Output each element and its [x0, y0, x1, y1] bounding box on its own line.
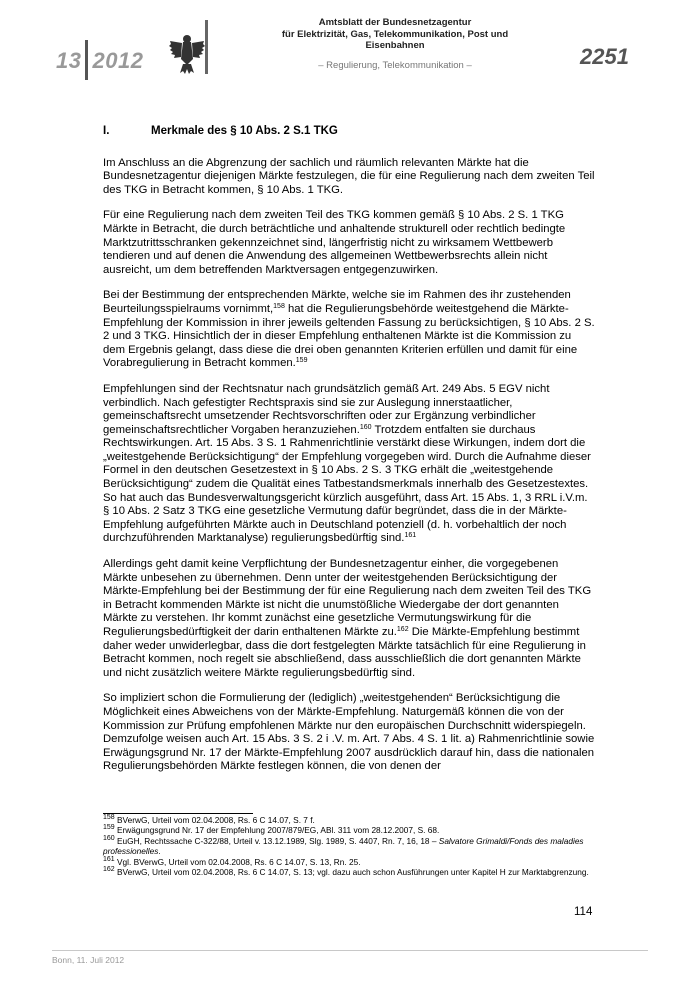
footnote [103, 815, 595, 825]
text-segment: Trotzdem entfalten sie durchaus Rechtswirkungen. Art. 15 Abs. 3 S. 1 Rahmenrichtlinie verstärkt diese Wirkungen, indem dort die „weitestgehende Berücksichtigung“ der Empfehlung vorgegeben wird. Durch die Aufnahme dieser Formel in den deutschen Gesetzestext in § 10 Abs. 2 S. 3 TKG erhält die „weitestgehende Berücksichtigung“ zudem die Qualität eines Tatbestandsmerkmals innerhalb des Gesetzestextes. So hat auch das Bundesverwaltungsgericht kürzlich ausgeführt, dass Art. 15 Abs. 1, 3 RRL i.V.m. § 10 Abs. 2 Satz 3 TKG eine gesetzliche Vermutung dafür begründet, dass die in der Märkte-Empfehlung aufgeführten Märkte auch in Deutschland potenziell (d. h. vorbehaltlich der noch durchzuführenden Marktanalyse) regulierungsbedürftig sind. [103, 423, 591, 545]
text-segment: . [158, 846, 161, 857]
issue-year: 2012 [92, 48, 144, 73]
body-paragraph [103, 209, 595, 277]
footnote-ref: 158 [273, 302, 285, 310]
footnote-ref: 161 [404, 532, 417, 540]
federal-eagle-icon [168, 31, 206, 75]
section-number: I. [103, 125, 110, 137]
text-segment: So impliziert schon die Formulierung der (lediglich) „weitestgehenden“ Berücksichtigung die Möglichkeit eines Abweichens von der Märkte-Empfehlung. Naturgemäß können die von der Kommission zur Prüfung empfohlenen Märkte nur den europäischen Durchschnitt widerspiegeln. Demzufolge weisen auch Art. 15 Abs. 3 S. 2 i .V. m. Art. 7 Abs. 4 S. 1 lit. a) Rahmenrichtlinie sowie Erwägungsgrund Nr. 17 der Märkte-Empfehlung 2007 ausdrücklich darauf hin, dass die nationalen Regulierungsbehörden Märkte festlegen können, die von denen der [103, 692, 595, 773]
body-paragraph [103, 383, 595, 546]
footnote-number: 159 [103, 824, 115, 832]
text-segment: hat die Regulierungsbehörde weitestgehend die Märkte-Empfehlung der Kommission in ihrer jeweils geltenden Fassung zu berücksichtigen, § 10 Abs. 2 S. 2 und 3 TKG. Hinsichtlich der in dieser Empfehlung enthaltenen Märkte ist die Kommission zu dem Ergebnis gelangt, dass diese die drei oben genannten Kriterien erfüllen und damit für eine Vorabregulierung in Betracht kommen. [103, 302, 595, 370]
footnote-divider [103, 813, 253, 814]
footnote [103, 825, 595, 835]
text-segment: EuGH, Rechtssache C-322/88, Urteil v. 13.12.1989, Slg. 1989, S. 4407, Rn. 7, 16, 18 – [117, 835, 439, 846]
document-body [103, 125, 595, 786]
section-heading [103, 125, 595, 139]
italic-text: Salvatore Grimaldi/Fonds des maladies professionelles [103, 835, 584, 857]
text-segment: BVerwG, Urteil vom 02.04.2008, Rs. 6 C 14.07, S. 7 f. [117, 815, 315, 825]
footnote-number: 161 [103, 855, 115, 863]
body-paragraph [103, 692, 595, 774]
text-segment: BVerwG, Urteil vom 02.04.2008, Rs. 6 C 14.07, S. 13; vgl. dazu auch schon Ausführungen unter Kapitel H zur Marktabgrenzung. [117, 867, 589, 878]
text-segment: Erwägungsgrund Nr. 17 der Empfehlung 2007/879/EG, ABl. 311 vom 28.12.2007, S. 68. [117, 825, 440, 836]
gazette-page-number: 2251 [580, 44, 629, 69]
footnote-number: 158 [103, 814, 115, 821]
body-paragraph [103, 289, 595, 371]
paragraph-list [103, 157, 595, 774]
document-page-number: 114 [574, 906, 593, 918]
footnote-number: 160 [103, 834, 115, 842]
text-segment: Bei der Bestimmung der entsprechenden Märkte, welche sie im Rahmen des ihr zustehenden Beurteilungsspielraums vornimmt, [103, 289, 571, 315]
footnote [103, 857, 595, 867]
footnote [103, 836, 595, 857]
footnote [103, 867, 595, 877]
footnote-ref: 159 [295, 357, 308, 365]
issue-separator [85, 40, 88, 80]
body-paragraph [103, 157, 595, 198]
body-paragraph [103, 558, 595, 680]
gazette-title-line2: für Elektrizität, Gas, Telekommunikation, Post und Eisenbahnen [281, 28, 509, 51]
gazette-subtitle: – Regulierung, Telekommunikation – [318, 60, 472, 71]
footnote-ref: 162 [396, 626, 409, 633]
text-segment: Für eine Regulierung nach dem zweiten Teil des TKG kommen gemäß § 10 Abs. 2 S. 1 TKG Märkte in Betracht, die durch beträchtliche und anhaltende strukturell oder rechtlich bedingte Marktzutrittsschranken gekennzeichnet sind, längerfristig nicht zu wirksamem Wettbewerb tendieren und auf denen die Anwendung des allgemeinen Wettbewerbsrechts allein nicht ausreicht, um dem betreffenden Marktversagen entgegenzuwirken. [103, 209, 566, 276]
issue-number: 13 [56, 48, 82, 73]
text-segment: Vgl. BVerwG, Urteil vom 02.04.2008, Rs. 6 C 14.07, S. 13, Rn. 25. [117, 856, 361, 867]
gazette-title-line1: Amtsblatt der Bundesnetzagentur [318, 17, 472, 28]
gazette-title [260, 17, 530, 52]
footnote-number: 162 [103, 866, 115, 874]
footer-divider [52, 950, 648, 951]
footnote-list [103, 815, 595, 877]
text-segment: Empfehlungen sind der Rechtsnatur nach grundsätzlich gemäß Art. 249 Abs. 5 EGV nicht verbindlich. Nach gefestigter Rechtspraxis sind sie zur Auslegung innerstaatlicher, gemeinschaftsrecht umsetzender Rechtsvorschriften oder zur Ergänzung verbindlicher gemeinschaftsrechtlicher Vorgaben heranzuziehen. [103, 382, 550, 436]
section-title: Merkmale des § 10 Abs. 2 S.1 TKG [151, 125, 338, 137]
footer-date: Bonn, 11. Juli 2012 [52, 955, 125, 965]
text-segment: Die Märkte-Empfehlung bestimmt daher weder unwiderlegbar, dass die dort festgelegten Märkte tatsächlich für eine Regulierung in Betracht kommen, noch regelt sie abschließend, dass ausschließlich die dort genannten Märkte und nicht zusätzlich weitere Märkte regulierungsbedürftig sind. [103, 626, 586, 679]
issue-label [56, 40, 143, 80]
text-segment: Allerdings geht damit keine Verpflichtung der Bundesnetzagentur einher, die vorgegebenen Märkte unbesehen zu übernehmen. Denn unter der weitestgehenden Berücksichtigung der Märkte-Empfehlung bei der Bestimmung der für eine Regulierung nach dem zweiten Teil des TKG in Betracht kommenden Märkte ist nicht die unumstößliche Wiedergabe der dort genannten Märkte zu verstehen. Ihr kommt zunächst eine gesetzliche Vermutungswirkung für die Regulierungsbedürftigkeit der darin enthaltenen Märkte zu. [103, 558, 592, 638]
footnote-ref: 160 [359, 423, 372, 431]
header-divider [205, 20, 208, 74]
text-segment: Im Anschluss an die Abgrenzung der sachlich und räumlich relevanten Märkte hat die Bundesnetzagentur diejenigen Märkte festzulegen, die für eine Regulierung nach dem zweiten Teil des TKG in Betracht kommen, § 10 Abs. 1 TKG. [103, 156, 595, 196]
